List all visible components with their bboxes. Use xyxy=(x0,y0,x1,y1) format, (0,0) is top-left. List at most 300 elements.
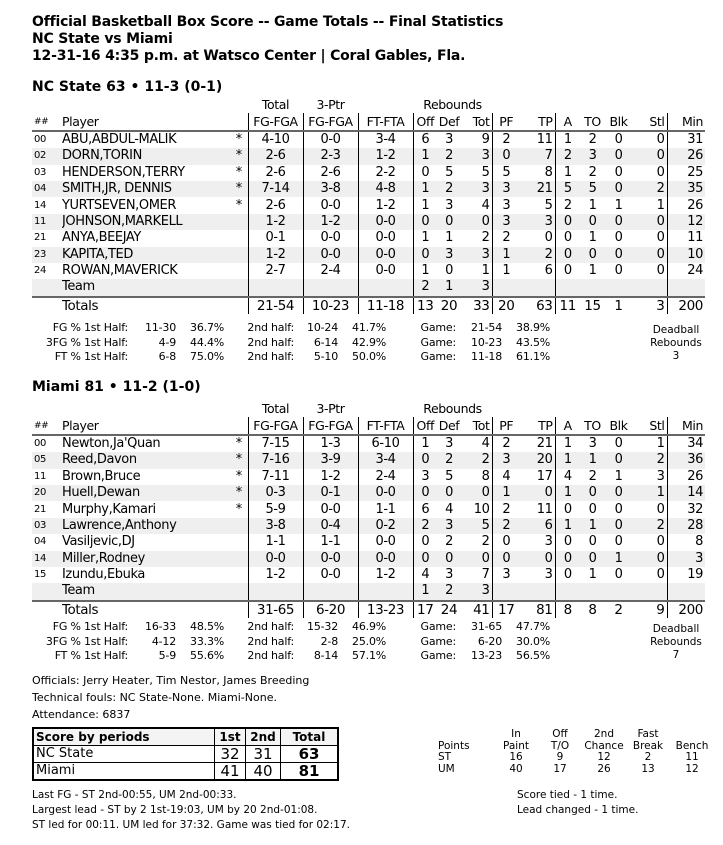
group-header: 3-Ptr xyxy=(316,401,345,417)
stat-cell: 0 xyxy=(492,148,520,164)
stat-cell: 7-11 xyxy=(248,469,303,485)
player-name: JOHNSON,MARKELL xyxy=(62,214,230,230)
player-name: Totals xyxy=(62,601,230,618)
stat-cell: 0 xyxy=(614,534,623,550)
stat-cell: 2-6 xyxy=(303,165,358,181)
stat-cell: 1-2 xyxy=(248,247,303,263)
player-row xyxy=(32,485,705,501)
stat-cell: 21 xyxy=(520,181,555,197)
stat-cell: 33 xyxy=(461,297,492,314)
stat-cell: 12 xyxy=(667,214,705,230)
stat-cell: 1 xyxy=(580,452,605,468)
shooting-value: 75.0% xyxy=(190,350,224,363)
stat-cell xyxy=(230,583,248,600)
time-led: ST led for 00:11. UM led for 37:32. Game was tied for 02:17. xyxy=(32,819,350,831)
player-row xyxy=(32,501,705,517)
player-name: Totals xyxy=(62,297,230,314)
shooting-value: 30.0% xyxy=(516,634,550,648)
stat-cell: 2 xyxy=(555,148,580,164)
stat-cell: 13 xyxy=(413,297,437,314)
stat-cell: 6 xyxy=(544,263,553,279)
shooting-value: 11-18 xyxy=(471,350,502,363)
stat-cell: 1 xyxy=(413,181,437,197)
stat-cell: 0 xyxy=(605,518,632,534)
group-header xyxy=(358,401,413,417)
stat-cell xyxy=(580,583,605,600)
points-cell: 17 xyxy=(553,762,567,775)
stat-cell: 2 xyxy=(492,435,520,452)
column-header: FT-FTA xyxy=(358,417,413,434)
stat-cell xyxy=(580,279,605,296)
column-header: ## xyxy=(32,417,62,434)
group-header: Rebounds xyxy=(423,401,482,417)
stat-cell xyxy=(230,263,248,279)
stat-cell: 1 xyxy=(614,468,623,484)
column-header: Def xyxy=(437,113,461,130)
stat-cell: 0 xyxy=(605,214,632,230)
shooting-value: 10-23 xyxy=(471,335,502,349)
player-row xyxy=(32,534,705,550)
column-header: Blk xyxy=(605,113,632,130)
stat-cell: 20 xyxy=(437,297,461,314)
shooting-value: 2nd half: xyxy=(247,649,294,662)
stat-cell: 1-2 xyxy=(358,567,413,583)
shooting-value: 43.5% xyxy=(516,335,550,349)
stat-cell: 0-0 xyxy=(303,247,358,263)
stat-cell: 3 xyxy=(520,214,555,230)
shooting-value: 6-8 xyxy=(158,350,176,363)
stat-cell: * xyxy=(230,148,248,164)
shooting-value: 31-65 xyxy=(471,620,502,633)
player-row xyxy=(32,551,705,567)
stat-cell: 0 xyxy=(632,148,667,164)
stat-cell: 1 xyxy=(632,485,667,501)
stat-cell: 1 xyxy=(492,247,520,263)
stat-cell: 0 xyxy=(656,567,665,583)
periods-score: 40 xyxy=(246,763,281,781)
stat-cell: 0 xyxy=(555,214,580,230)
stat-cell: 8 xyxy=(544,164,553,180)
box-score-table-ncstate xyxy=(32,97,705,314)
stat-cell: * xyxy=(230,452,248,468)
stat-cell: 21 xyxy=(34,232,46,244)
column-header: Player xyxy=(62,113,230,130)
stat-cell: 1 xyxy=(656,197,665,213)
stat-cell xyxy=(230,247,248,263)
player-name: Miller,Rodney xyxy=(62,551,230,567)
totals-row xyxy=(32,601,705,618)
stat-cell: 1-1 xyxy=(248,534,303,550)
player-row xyxy=(32,131,705,148)
shooting-value: 47.7% xyxy=(516,620,550,633)
stat-cell: 0 xyxy=(555,247,580,263)
stat-cell: * xyxy=(230,181,248,197)
stat-cell: * xyxy=(235,501,242,517)
stat-cell: 0 xyxy=(605,485,632,501)
player-name: Vasiljevic,DJ xyxy=(62,534,135,550)
column-header: FG-FGA xyxy=(303,113,358,130)
stat-cell: 0 xyxy=(555,551,580,567)
stat-cell: 13-23 xyxy=(358,601,413,618)
team-row xyxy=(32,279,705,296)
stat-cell: 9 xyxy=(632,601,667,618)
group-header xyxy=(32,97,248,113)
deadball-text: Rebounds xyxy=(650,636,702,648)
column-header: PF xyxy=(492,113,520,130)
stat-cell: 1 xyxy=(614,197,623,213)
stat-cell: 1 xyxy=(413,435,437,452)
deadball-rebounds-ncstate xyxy=(640,324,712,363)
periods-score: 32 xyxy=(215,746,246,763)
stat-cell xyxy=(492,279,520,296)
stat-cell: 0 xyxy=(605,148,632,164)
stat-cell: 1 xyxy=(555,518,580,534)
shooting-value: 56.5% xyxy=(516,649,550,662)
stat-cell: 0 xyxy=(614,567,623,583)
periods-header: Score by periods xyxy=(33,728,215,746)
player-row xyxy=(32,230,705,246)
stat-cell: 3 xyxy=(656,468,665,484)
stat-cell xyxy=(303,583,358,600)
points-cell: Off xyxy=(552,728,568,740)
shooting-value: 2-8 xyxy=(320,634,338,648)
player-row xyxy=(32,452,705,468)
stat-cell: 3 xyxy=(544,567,553,583)
column-header: Blk xyxy=(605,417,632,434)
stat-cell: 0-1 xyxy=(303,485,358,501)
stat-cell: 1 xyxy=(437,279,461,296)
stat-cell: 1 xyxy=(413,263,437,279)
stat-cell: 5 xyxy=(580,181,605,197)
points-cell xyxy=(438,729,494,741)
stat-cell: 0-0 xyxy=(358,247,413,263)
group-header xyxy=(32,401,248,417)
deadball-text: Rebounds xyxy=(650,337,702,349)
stat-cell: 11 xyxy=(536,131,553,147)
shooting-value: 5-10 xyxy=(313,350,338,363)
stat-cell: 2 xyxy=(555,197,580,213)
stat-cell xyxy=(605,583,632,600)
stat-cell xyxy=(32,601,62,618)
stat-cell: 3 xyxy=(445,131,453,147)
points-row xyxy=(438,729,714,741)
player-name: ABU,ABDUL-MALIK xyxy=(62,131,177,147)
stat-cell: 0 xyxy=(614,131,623,147)
stat-cell xyxy=(520,583,555,600)
stat-cell: 24 xyxy=(437,601,461,618)
periods-team: Miami xyxy=(33,763,215,781)
stat-cell: 2 xyxy=(413,518,437,534)
shooting-value: FT % 1st Half: xyxy=(54,350,128,363)
stat-cell: 26 xyxy=(667,197,705,213)
column-header: Off xyxy=(413,113,437,130)
shooting-value: 4-12 xyxy=(151,634,176,648)
column-header: FT-FTA xyxy=(358,113,413,130)
stat-cell: 2 xyxy=(520,247,555,263)
points-cell: 12 xyxy=(597,751,611,763)
stat-cell: 4 xyxy=(413,567,437,583)
stat-cell: 17 xyxy=(413,601,437,618)
stat-cell: 9 xyxy=(481,131,490,147)
stat-cell xyxy=(230,518,248,534)
stat-cell: 2 xyxy=(632,452,667,468)
group-header: 3-Ptr xyxy=(316,97,345,113)
stat-cell: 1-1 xyxy=(358,501,413,517)
stat-cell: 0 xyxy=(555,230,580,246)
stat-cell: * xyxy=(230,485,248,501)
stat-cell: 0 xyxy=(580,485,605,501)
stat-cell: 2 xyxy=(445,534,453,550)
player-name: Murphy,Kamari xyxy=(62,501,156,517)
column-header: FG-FGA xyxy=(248,113,303,130)
team-row xyxy=(32,583,705,600)
stat-cell: 81 xyxy=(520,601,555,618)
player-name: Team xyxy=(62,279,230,296)
column-header xyxy=(230,113,248,130)
points-cell: T/O xyxy=(550,739,570,752)
shooting-value: 3FG % 1st Half: xyxy=(45,335,128,349)
stat-cell: 0 xyxy=(437,485,461,501)
stat-cell xyxy=(248,279,303,296)
stat-cell xyxy=(32,297,62,314)
stat-cell: 0 xyxy=(445,263,453,279)
player-name: KAPITA,TED xyxy=(62,247,230,263)
stat-cell: 11 xyxy=(536,501,553,517)
stat-cell: 3 xyxy=(580,148,605,164)
stat-cell: 0 xyxy=(437,214,461,230)
player-name: Brown,Bruce xyxy=(62,468,141,484)
shooting-value: 5-9 xyxy=(158,649,176,662)
shooting-value: 3FG % 1st Half: xyxy=(45,634,128,648)
stat-cell: 05 xyxy=(32,452,62,468)
stat-cell: 4 xyxy=(481,435,490,451)
column-header: TP xyxy=(520,417,555,434)
stat-cell: 10-23 xyxy=(303,297,358,314)
stat-cell: 0 xyxy=(614,164,623,180)
stat-cell: 0 xyxy=(656,164,665,180)
shooting-value: 50.0% xyxy=(352,350,386,363)
stat-cell: 2-6 xyxy=(248,165,303,181)
periods-total: 81 xyxy=(281,763,339,781)
shooting-value: 42.9% xyxy=(352,335,386,349)
stat-cell: 2 xyxy=(461,452,492,468)
stat-cell: 35 xyxy=(667,181,705,197)
stat-cell: 11 xyxy=(32,214,62,230)
stat-cell: 11 xyxy=(667,230,705,246)
points-cell: ST xyxy=(438,751,452,763)
stat-cell: 200 xyxy=(667,297,705,314)
stat-cell: 0 xyxy=(605,452,632,468)
stat-cell: 2 xyxy=(413,279,437,296)
stat-cell: 0 xyxy=(555,567,580,583)
shooting-line xyxy=(40,336,550,351)
shooting-value: 4-9 xyxy=(158,335,176,349)
last-fg: Last FG - ST 2nd-00:55, UM 2nd-00:33. xyxy=(32,789,237,801)
column-header: TO xyxy=(580,113,605,130)
stat-cell: 2-4 xyxy=(358,469,413,485)
shooting-value: 6-14 xyxy=(313,335,338,349)
stat-cell: 04 xyxy=(32,181,62,197)
team-heading-ncstate: NC State 63 • 11-3 (0-1) xyxy=(32,79,223,95)
stat-cell: 0 xyxy=(555,263,580,279)
deadball-text: 3 xyxy=(672,350,680,362)
stat-cell: 1 xyxy=(492,485,520,501)
stat-cell: 0 xyxy=(614,501,623,517)
stat-cell xyxy=(230,551,248,567)
stat-cell: 2 xyxy=(437,452,461,468)
stat-cell: 3 xyxy=(461,148,492,164)
stat-cell: 2 xyxy=(437,148,461,164)
stat-cell: 0 xyxy=(413,551,437,567)
deadball-text: 7 xyxy=(672,649,680,661)
shooting-value: 41.7% xyxy=(352,321,386,334)
stat-cell: 0-0 xyxy=(303,551,358,567)
stat-cell: 6-20 xyxy=(303,601,358,618)
stat-cell: 2 xyxy=(481,230,490,246)
stat-cell: 0 xyxy=(555,501,580,517)
stat-cell: 0 xyxy=(605,181,632,197)
stat-cell: 0 xyxy=(614,230,623,246)
group-header xyxy=(358,97,413,113)
stat-cell: 1 xyxy=(605,297,632,314)
group-header: Total xyxy=(261,401,290,417)
stat-cell xyxy=(248,583,303,600)
column-header xyxy=(230,417,248,434)
stat-cell: 3 xyxy=(413,469,437,485)
stat-cell: 03 xyxy=(32,518,62,534)
shooting-value: FG % 1st Half: xyxy=(52,620,128,633)
stat-cell: 0-0 xyxy=(303,567,358,583)
column-header: Stl xyxy=(632,113,667,130)
stat-cell: 1 xyxy=(588,263,597,279)
column-header: FG-FGA xyxy=(248,417,303,434)
points-cell: 40 xyxy=(509,762,523,775)
stat-cell: 0-3 xyxy=(248,485,303,501)
stat-cell: 6 xyxy=(413,131,437,148)
stat-cell: 0 xyxy=(461,485,492,501)
stat-cell: 3-8 xyxy=(303,181,358,197)
stat-cell: 4 xyxy=(555,469,580,485)
stat-cell: * xyxy=(235,435,242,451)
points-cell: 11 xyxy=(685,751,699,763)
stat-cell: 25 xyxy=(667,165,705,181)
stat-cell: 0-0 xyxy=(358,551,413,567)
shooting-value: 44.4% xyxy=(190,335,224,349)
stat-cell: 2-4 xyxy=(303,263,358,279)
stat-cell: 8 xyxy=(667,534,705,550)
stat-cell: 3-9 xyxy=(303,452,358,468)
column-header: ## xyxy=(32,113,62,130)
shooting-value: FG % 1st Half: xyxy=(52,321,128,334)
stat-cell: 3 xyxy=(445,197,453,213)
score-by-periods-table xyxy=(32,727,339,781)
stat-cell: 28 xyxy=(667,518,705,534)
player-row xyxy=(32,197,705,213)
stat-cell: 0 xyxy=(588,501,597,517)
stat-cell: 3 xyxy=(667,551,705,567)
stat-cell: 0 xyxy=(580,551,605,567)
stat-cell: 4 xyxy=(492,469,520,485)
stat-cell: 21-54 xyxy=(248,297,303,314)
column-header-row xyxy=(32,113,705,130)
stat-cell: 0 xyxy=(520,551,555,567)
shooting-line xyxy=(40,620,550,635)
stat-cell: 0 xyxy=(413,214,437,230)
column-header: Min xyxy=(667,417,705,434)
stat-cell: 00 xyxy=(34,437,46,449)
stat-cell: 2-7 xyxy=(248,263,303,279)
shooting-value: 57.1% xyxy=(352,649,386,662)
stat-cell: 3 xyxy=(461,181,492,197)
score-tied: Score tied - 1 time. xyxy=(517,789,618,801)
stat-cell: 0-0 xyxy=(303,197,358,213)
stat-cell: 0 xyxy=(544,230,553,246)
stat-cell: 0 xyxy=(614,435,623,451)
stat-cell: 0 xyxy=(413,247,437,263)
stat-cell: 8 xyxy=(580,601,605,618)
stat-cell: 19 xyxy=(667,567,705,583)
stat-cell: 7 xyxy=(520,148,555,164)
stat-cell: 3 xyxy=(437,247,461,263)
group-header-row xyxy=(32,401,705,417)
stat-cell xyxy=(230,567,248,583)
stat-cell: 11-18 xyxy=(358,297,413,314)
stat-cell: 0-2 xyxy=(358,518,413,534)
stat-cell: 1 xyxy=(588,567,597,583)
document-title: Official Basketball Box Score -- Game Totals -- Final Statistics xyxy=(32,14,504,30)
group-header-row xyxy=(32,97,705,113)
stat-cell: 1 xyxy=(656,435,665,451)
player-name: Huell,Dewan xyxy=(62,485,230,501)
column-header: A xyxy=(555,113,580,130)
shooting-value: 10-24 xyxy=(307,321,338,334)
stat-cell: 4 xyxy=(445,501,453,517)
stat-cell: 0 xyxy=(461,551,492,567)
points-row xyxy=(438,752,714,764)
stat-cell: 0 xyxy=(656,501,665,517)
stat-cell: 4-8 xyxy=(358,181,413,197)
column-header: Stl xyxy=(632,417,667,434)
group-header xyxy=(492,97,705,113)
stat-cell: 1 xyxy=(555,165,580,181)
stat-cell: 0 xyxy=(413,534,437,550)
points-cell: 16 xyxy=(509,751,523,763)
player-name: Team xyxy=(62,583,230,600)
stat-cell: 3 xyxy=(588,435,597,451)
shooting-value: 13-23 xyxy=(471,649,502,662)
column-header: Tot xyxy=(461,417,492,434)
points-row xyxy=(438,764,714,776)
points-cell: Paint xyxy=(503,739,529,752)
column-header: Off xyxy=(413,417,437,434)
game-notes xyxy=(32,788,350,833)
stat-cell: 63 xyxy=(520,297,555,314)
player-name: DORN,TORIN xyxy=(62,148,230,164)
stat-cell: 26 xyxy=(667,469,705,485)
shooting-value: 2nd half: xyxy=(247,634,294,648)
stat-cell xyxy=(358,583,413,600)
stat-cell: 0 xyxy=(580,214,605,230)
shooting-value: Game: xyxy=(420,620,456,633)
player-row xyxy=(32,148,705,164)
shooting-line xyxy=(40,350,550,365)
stat-cell: 5 xyxy=(544,197,553,213)
group-header xyxy=(492,401,705,417)
stat-cell: 5 xyxy=(461,518,492,534)
column-header: Min xyxy=(667,113,705,130)
stat-cell: 8 xyxy=(555,601,580,618)
shooting-value: 16-33 xyxy=(145,620,176,633)
